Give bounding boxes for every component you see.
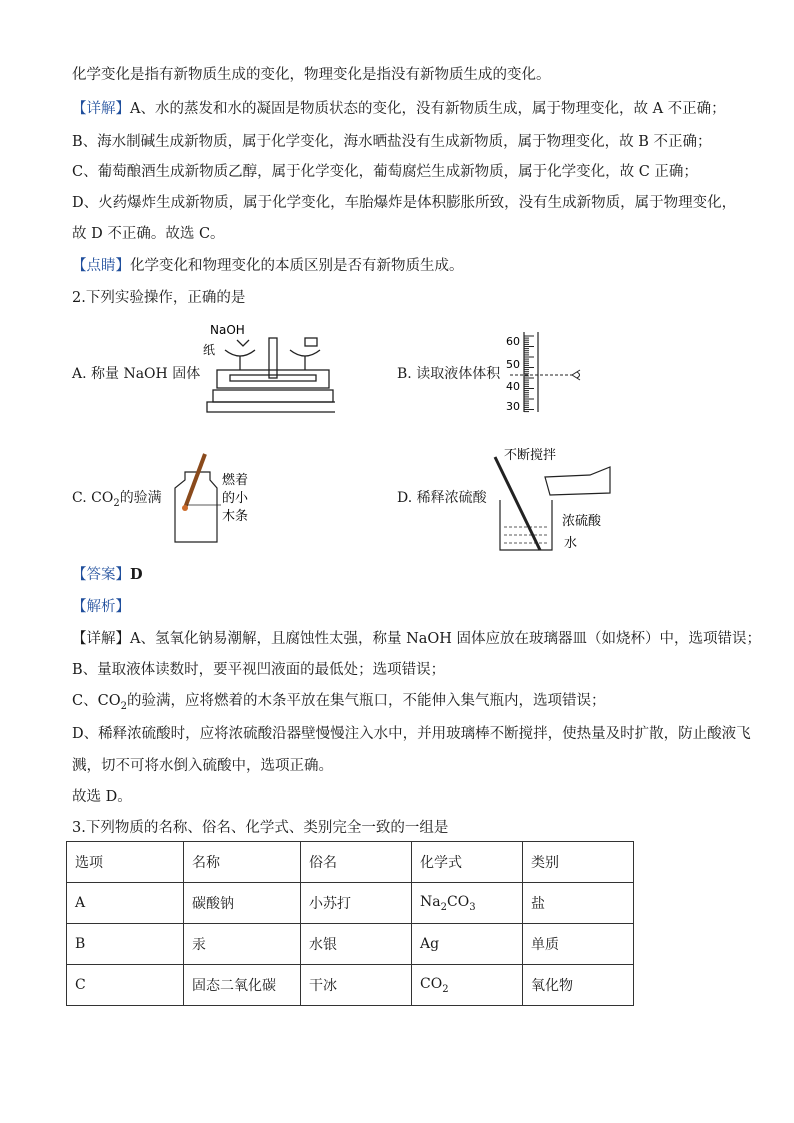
acid-label: 浓硫酸: [562, 514, 602, 529]
text-line-7: [72, 256, 464, 276]
table-row: [67, 924, 634, 965]
table-row: [67, 883, 634, 924]
analysis-line-4: D、稀释浓硫酸时，应将浓硫酸沿器壁慢慢注入水中，并用玻璃棒不断搅拌，使热量及时扩散，防止酸液飞: [72, 726, 751, 742]
c-label-1: 燃着: [222, 473, 249, 488]
key-point-text: 化学变化和物理变化的本质区别是否有新物质生成。: [130, 258, 464, 274]
option-d-label: D. 稀释浓硫酸: [397, 490, 487, 506]
table-header: 俗名: [301, 842, 412, 883]
dilution-diagram: [490, 445, 640, 555]
table-cell: 汞: [184, 924, 301, 965]
analysis-line-6: 故选 D。: [72, 789, 132, 805]
c-label-3: 木条: [222, 509, 249, 524]
answer-tag: 【答案】: [72, 567, 130, 583]
analysis-line-1: [72, 629, 761, 649]
key-point-tag: 【点睛】: [72, 258, 130, 274]
paper-label: 纸: [203, 343, 216, 357]
c-label-2: 的小: [222, 491, 249, 506]
table-cell: 小苏打: [301, 883, 412, 924]
eye-icon: [572, 370, 580, 380]
tick-40: 40: [506, 380, 520, 393]
text-line-1: 化学变化是指有新物质生成的变化，物理变化是指没有新物质生成的变化。: [72, 67, 551, 83]
tick-60: 60: [506, 335, 520, 348]
balance-diagram: [195, 320, 335, 420]
table-row: [67, 965, 634, 1006]
glass-rod: [495, 457, 540, 550]
cylinder-diagram: [500, 330, 590, 415]
text-line-3: B、海水制碱生成新物质，属于化学变化，海水晒盐没有生成新物质，属于物理变化，故 B 不正确；: [72, 134, 712, 150]
analysis-line-3: C、$CO_2$的验满，应将燃着的木条平放在集气瓶口，不能伸入集气瓶内，选项错误；: [72, 693, 606, 712]
table-header-row: [67, 842, 634, 883]
stir-label: 不断搅拌: [504, 448, 557, 463]
table-header: 化学式: [412, 842, 523, 883]
table-cell: 氧化物: [523, 965, 634, 1006]
table-cell: Ag: [412, 924, 523, 965]
text-line-5: D、火药爆炸生成新物质，属于化学变化，车胎爆炸是体积膨胀所致，没有生成新物质，属于物理变化，: [72, 195, 737, 211]
detail-tag: 【详解】: [72, 101, 130, 117]
analysis-line-5: 溅，切不可将水倒入硫酸中，选项正确。: [72, 758, 333, 774]
flame-icon: [182, 505, 188, 511]
table-cell: 碳酸钠: [184, 883, 301, 924]
text-line-2: [72, 99, 726, 119]
table-cell: 干冰: [301, 965, 412, 1006]
table-cell: 盐: [523, 883, 634, 924]
table-header: 选项: [67, 842, 184, 883]
tick-30: 30: [506, 400, 520, 413]
question-3: 3.下列物质的名称、俗名、化学式、类别完全一致的一组是: [72, 820, 449, 836]
naoh-label: NaOH: [210, 323, 245, 337]
table-cell: 单质: [523, 924, 634, 965]
analysis-detail-text: A、氢氧化钠易潮解，且腐蚀性太强，称量 NaOH 固体应放在玻璃器皿（如烧杯）中，选项错误；: [130, 631, 762, 647]
analysis-detail-tag: 【详解】: [72, 631, 130, 647]
option-c-label: C. $CO_2$的验满: [72, 490, 162, 509]
water-label: 水: [564, 536, 578, 551]
text-line-6: 故 D 不正确。故选 C。: [72, 226, 225, 242]
detail-text: A、水的蒸发和水的凝固是物质状态的变化，没有新物质生成，属于物理变化，故 A 不正确；: [130, 101, 726, 117]
burning-stick: [185, 454, 205, 508]
analysis-line-2: B、量取液体读数时，要平视凹液面的最低处；选项错误；: [72, 662, 446, 678]
table-cell: 水银: [301, 924, 412, 965]
table-cell: $Na_2CO_3$: [412, 883, 523, 924]
table-cell: A: [67, 883, 184, 924]
answer-value: D: [130, 566, 143, 583]
table-cell: 固态二氧化碳: [184, 965, 301, 1006]
table-header: 名称: [184, 842, 301, 883]
text-line-4: C、葡萄酿酒生成新物质乙醇，属于化学变化，葡萄腐烂生成新物质，属于化学变化，故 C 正确；: [72, 164, 698, 180]
table-cell: $CO_2$: [412, 965, 523, 1006]
analysis-tag: 【解析】: [72, 599, 130, 615]
table-cell: B: [67, 924, 184, 965]
question-2: 2.下列实验操作，正确的是: [72, 290, 246, 306]
gas-jar-diagram: [165, 450, 275, 545]
table-cell: C: [67, 965, 184, 1006]
table-header: 类别: [523, 842, 634, 883]
option-b-label: B. 读取液体体积: [397, 366, 501, 382]
option-a-label: A. 称量 NaOH 固体: [72, 366, 201, 382]
substance-table: [66, 841, 634, 1006]
tick-50: 50: [506, 358, 520, 371]
answer-line: [72, 565, 143, 585]
